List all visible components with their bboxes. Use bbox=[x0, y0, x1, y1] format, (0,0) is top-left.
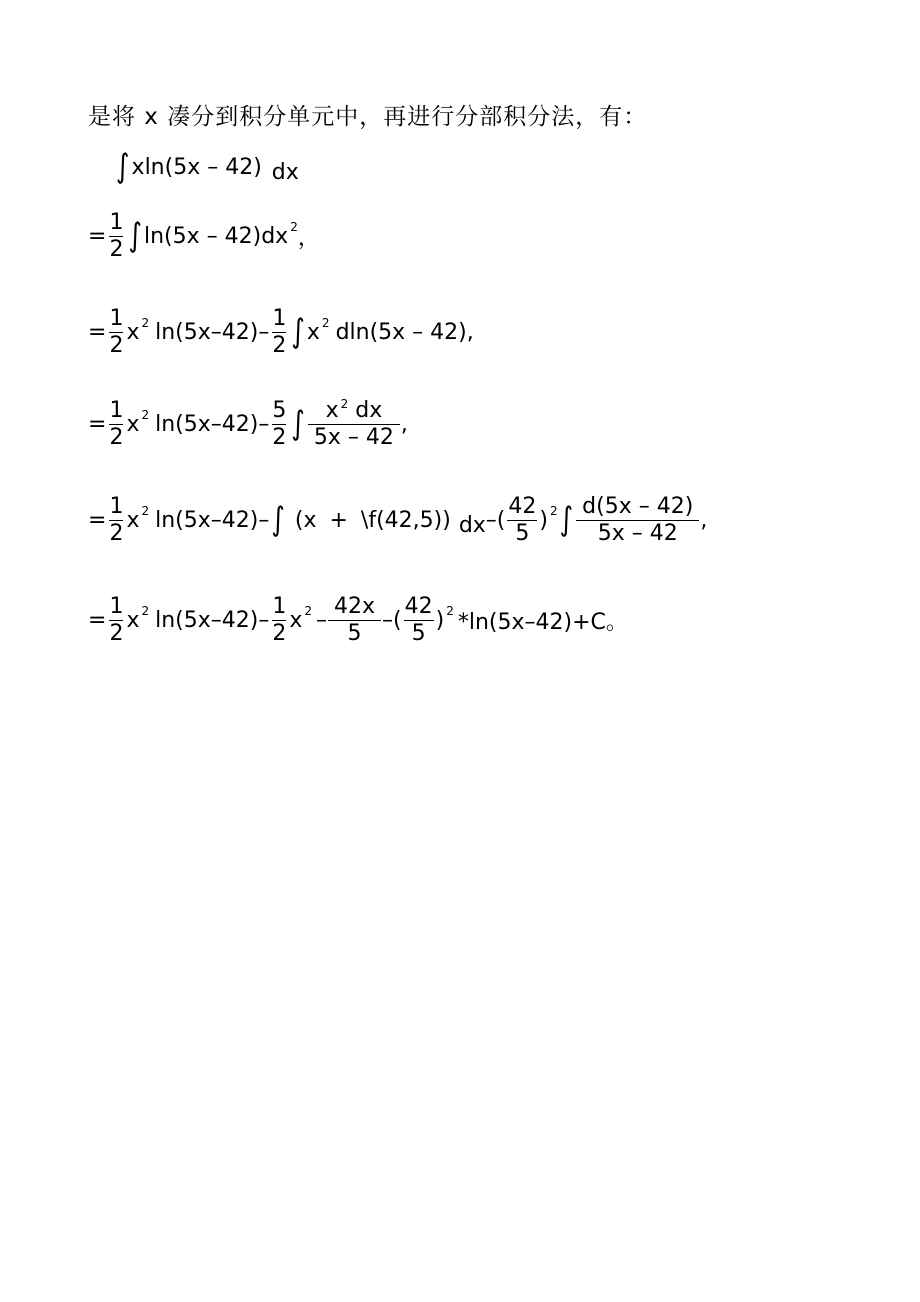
numerator: 42 bbox=[508, 494, 537, 520]
fraction-one-half bbox=[107, 398, 125, 450]
fraction-log-derivative bbox=[576, 494, 699, 546]
log-term: ln(5x–42) bbox=[155, 607, 259, 633]
numerator bbox=[320, 398, 389, 423]
variable: x bbox=[289, 607, 303, 633]
formula-step-1 bbox=[114, 145, 299, 189]
numerator: 5 bbox=[272, 398, 287, 424]
denominator: 5x – 42 bbox=[313, 424, 394, 450]
expression: xln(5x – 42) bbox=[131, 154, 262, 180]
numerator: 1 bbox=[272, 594, 287, 620]
fraction-42-over-5 bbox=[403, 594, 435, 646]
integral-sign: ∫ bbox=[291, 313, 305, 351]
exponent: 2 bbox=[141, 408, 150, 422]
variable: x bbox=[126, 411, 140, 437]
log-term: ln(5x–42) bbox=[155, 507, 259, 533]
exponent: 2 bbox=[141, 504, 150, 518]
exponent: 2 bbox=[549, 504, 558, 518]
integral-sign: ∫ bbox=[128, 217, 142, 255]
denominator: 2 bbox=[272, 620, 287, 646]
variable: x bbox=[126, 319, 140, 345]
numerator: 1 bbox=[109, 594, 124, 620]
denominator: 2 bbox=[109, 236, 124, 262]
close-paren: ) bbox=[435, 607, 445, 633]
numerator: 42 bbox=[404, 594, 433, 620]
minus-open-paren: –( bbox=[382, 607, 402, 633]
differential: dx bbox=[458, 512, 486, 538]
variable: x bbox=[306, 319, 320, 345]
fraction-one-half bbox=[107, 306, 125, 358]
equals-sign: = bbox=[88, 319, 107, 345]
denominator: 5 bbox=[347, 620, 362, 646]
equals-sign: = bbox=[88, 607, 107, 633]
expression: dln(5x – 42), bbox=[335, 319, 474, 345]
fraction-42x-over-5 bbox=[328, 594, 381, 646]
denominator: 2 bbox=[272, 424, 287, 450]
minus-sign: – bbox=[316, 607, 328, 633]
exponent: 2 bbox=[141, 316, 150, 330]
expression: *ln(5x–42)+C。 bbox=[457, 609, 628, 635]
differential: dx bbox=[355, 398, 383, 424]
numerator: 1 bbox=[109, 398, 124, 424]
numerator: 1 bbox=[109, 494, 124, 520]
equals-sign: = bbox=[88, 507, 107, 533]
punctuation: ， bbox=[297, 225, 320, 251]
exponent: 2 bbox=[340, 397, 349, 412]
fraction-one-half bbox=[107, 210, 125, 262]
expression: ln(5x – 42)dx bbox=[143, 223, 289, 249]
denominator: 5 bbox=[411, 620, 426, 646]
punctuation: , bbox=[700, 507, 708, 533]
numerator: 1 bbox=[109, 306, 124, 332]
denominator: 2 bbox=[109, 332, 124, 358]
numerator: 42x bbox=[334, 594, 376, 620]
exponent: 2 bbox=[141, 604, 150, 618]
integral-sign: ∫ bbox=[116, 148, 130, 186]
denominator: 5 bbox=[515, 520, 530, 546]
variable: x bbox=[126, 507, 140, 533]
numerator: d(5x – 42) bbox=[582, 494, 694, 520]
minus-sign: – bbox=[258, 319, 270, 345]
numerator: 1 bbox=[272, 306, 287, 332]
denominator: 2 bbox=[272, 332, 287, 358]
minus-sign: – bbox=[258, 607, 270, 633]
fraction-one-half bbox=[270, 594, 288, 646]
denominator: 2 bbox=[109, 520, 124, 546]
parenthesized-term: (x + \f(42,5)) bbox=[294, 507, 451, 533]
intro-text: 是将 x 凑分到积分单元中，再进行分部积分法，有： bbox=[88, 103, 648, 130]
punctuation: , bbox=[400, 411, 408, 437]
differential: dx bbox=[271, 159, 299, 185]
formula-step-5 bbox=[88, 480, 707, 560]
denominator: 5x – 42 bbox=[597, 520, 678, 546]
fraction-42-over-5 bbox=[506, 494, 538, 546]
exponent: 2 bbox=[290, 220, 298, 234]
fraction-one-half bbox=[270, 306, 288, 358]
denominator: 2 bbox=[109, 620, 124, 646]
log-term: ln(5x–42) bbox=[155, 411, 259, 437]
numerator: 1 bbox=[109, 210, 124, 236]
minus-open-paren: –( bbox=[485, 507, 506, 533]
integral-sign: ∫ bbox=[291, 405, 305, 443]
fraction-five-half bbox=[270, 398, 288, 450]
equals-sign: = bbox=[88, 223, 107, 249]
formula-step-4 bbox=[88, 388, 408, 460]
fraction-integrand bbox=[308, 398, 400, 450]
formula-step-3 bbox=[88, 296, 474, 368]
exponent: 2 bbox=[446, 604, 454, 618]
minus-sign: – bbox=[258, 507, 270, 533]
formula-step-6 bbox=[88, 584, 628, 656]
formula-step-2 bbox=[88, 200, 320, 272]
variable: x bbox=[126, 607, 140, 633]
integral-sign: ∫ bbox=[271, 501, 285, 539]
equals-sign: = bbox=[88, 411, 107, 437]
exponent: 2 bbox=[304, 604, 313, 618]
close-paren: ) bbox=[539, 507, 548, 533]
variable: x bbox=[325, 398, 339, 424]
integral-sign: ∫ bbox=[559, 501, 574, 539]
exponent: 2 bbox=[321, 316, 330, 330]
minus-sign: – bbox=[258, 411, 270, 437]
log-term: ln(5x–42) bbox=[155, 319, 259, 345]
fraction-one-half bbox=[107, 594, 125, 646]
fraction-one-half bbox=[107, 494, 125, 546]
denominator: 2 bbox=[109, 424, 124, 450]
